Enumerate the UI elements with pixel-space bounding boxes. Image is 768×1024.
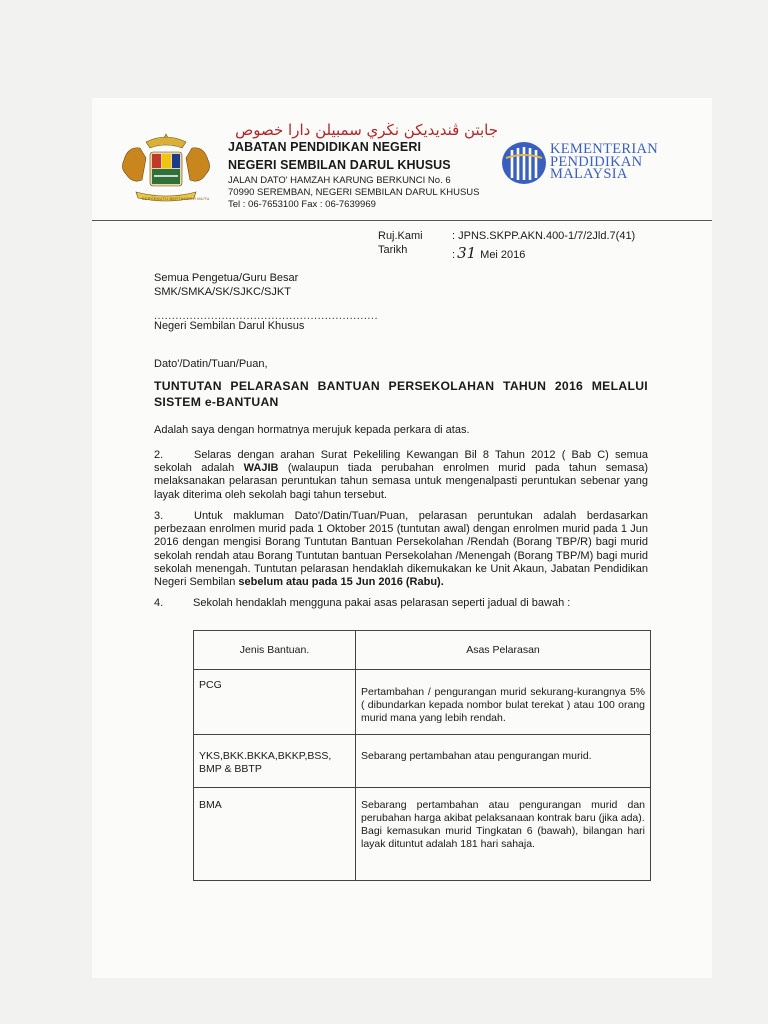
table-cell-type (194, 735, 356, 788)
ministry-text-line2: PENDIDIKAN (550, 153, 643, 170)
date-colon: : (452, 249, 456, 261)
paragraph-3 (154, 510, 648, 589)
date-month-year: Mei 2016 (480, 249, 526, 261)
table-cell-basis (356, 788, 651, 881)
paragraph-2-number: 2. (154, 449, 164, 461)
table-cell-type (194, 670, 356, 735)
cell-text: Sebarang pertambahan atau pengurangan murid. (361, 750, 592, 762)
table-cell-basis (356, 735, 651, 788)
cell-text: Pertambahan / pengurangan murid sekurang-kurangnya 5% ( dibundarkan kepada nombor bulat terekat ) atau 100 orang murid mana yang lebih rendah. (361, 686, 645, 724)
paragraph-3-text: Untuk makluman Dato'/Datin/Tuan/Puan, pelarasan peruntukan adalah berdasarkan perbezaan enrolmen murid pada 1 Oktober 2015 (tuntutan awal) dengan enrolmen murid pada 1 Jun 2016 dengan mengisi Borang Tuntutan Bantuan Persekolahan /Rendah (Borang TBP/R) bagi murid sekolah rendah atau Borang Tuntutan bantuan Persekolahan /Menengah (Borang TBP/M) bagi murid sekolah menengah. Tuntutan pelarasan hendaklah dikemukakan ke Unit Akaun, Jabatan Pendidikan Negeri Sembilan (154, 510, 648, 589)
reference-number: : JPNS.SKPP.AKN.400-1/7/2Jld.7(41) (452, 230, 636, 242)
table-cell-type (194, 788, 356, 881)
crest-motto: BERSEKUTU BERTAMBAH MUTU (142, 196, 210, 201)
paragraph-1: Adalah saya dengan hormatnya merujuk kepada perkara di atas. (154, 424, 470, 436)
table-row (194, 788, 651, 881)
reference-label: Ruj.Kami (378, 230, 423, 242)
paragraph-3-number: 3. (154, 510, 164, 522)
recipient-line3: Negeri Sembilan Darul Khusus (154, 320, 305, 332)
paragraph-4: Sekolah hendaklah mengguna pakai asas pelarasan seperti jadual di bawah : (193, 597, 571, 609)
ministry-text-line1: KEMENTERIAN (550, 141, 659, 157)
date-day-handwritten: 31 (457, 244, 477, 262)
paragraph-2-text-a: Selaras dengan arahan Surat Pekeliling Kewangan Bil 8 Tahun 2012 ( Bab C) semua sekolah adalah (154, 449, 648, 475)
paragraph-2-bold: WAJIB (243, 462, 279, 475)
cell-text: Sebarang pertambahan atau pengurangan murid dan perubahan harga akibat pelaksanaan kontrak baru (jika ada). (361, 799, 645, 824)
cell-text: BMA (199, 799, 222, 811)
state-crest-logo (116, 130, 216, 206)
ministry-logo-icon (498, 140, 548, 186)
paragraph-2-text-b: (walaupun tiada perubahan enrolmen murid pada tahun semasa) melaksanakan pelarasan peruntukan tahun semasa untuk mengenalpasti peruntukan sebenar yang layak diterima oleh sekolah bagi tahun tersebut. (154, 462, 648, 501)
paragraph-3-bold: sebelum atau pada 15 Jun 2016 (Rabu). (238, 576, 444, 589)
cell-text: YKS,BKK.BKKA,BKKP,BSS, BMP & BBTP (199, 750, 332, 775)
ministry-text-line3: MALAYSIA (550, 166, 628, 182)
cell-text: PCG (199, 679, 222, 691)
letter-subject: TUNTUTAN PELARASAN BANTUAN PERSEKOLAHAN TAHUN 2016 MELALUI SISTEM e-BANTUAN (154, 379, 648, 409)
date-value (452, 244, 525, 262)
salutation: Dato'/Datin/Tuan/Puan, (154, 358, 268, 370)
table-header-row (194, 631, 651, 670)
paragraph-2 (154, 449, 648, 502)
contact-line: Tel : 06-7653100 Fax : 06-7639969 (228, 199, 376, 210)
table-row (194, 735, 651, 788)
header-divider (92, 220, 712, 221)
ministry-logo-text (550, 143, 658, 181)
table-header-cell: Jenis Bantuan. (194, 631, 356, 670)
recipient-line1: Semua Pengetua/Guru Besar (154, 272, 299, 284)
paragraph-4-number: 4. (154, 597, 164, 609)
recipient-line2: SMK/SMKA/SK/SJKC/SJKT (154, 286, 291, 298)
table-cell-basis (356, 670, 651, 735)
table-header-cell: Asas Pelarasan (356, 631, 651, 670)
address-line1: JALAN DATO' HAMZAH KARUNG BERKUNCI No. 6 (228, 175, 451, 186)
table-row (194, 670, 651, 735)
cell-text-extra: Bagi kemasukan murid Tingkatan 6 (bawah), bilangan hari layak dituntut adalah 181 hari sahaja. (361, 825, 645, 850)
adjustment-table (193, 630, 651, 881)
date-label: Tarikh (378, 244, 408, 256)
department-name-line2: NEGERI SEMBILAN DARUL KHUSUS (228, 158, 451, 172)
address-line2: 70990 SEREMBAN, NEGERI SEMBILAN DARUL KHUSUS (228, 187, 480, 198)
jawi-department-name: جابتن ڤنديديكن نڬري سمبيلن دارا خصوص (235, 121, 498, 139)
recipient-dotted-line: ............................................................... (154, 310, 379, 322)
department-name-line1: JABATAN PENDIDIKAN NEGERI (228, 140, 422, 154)
